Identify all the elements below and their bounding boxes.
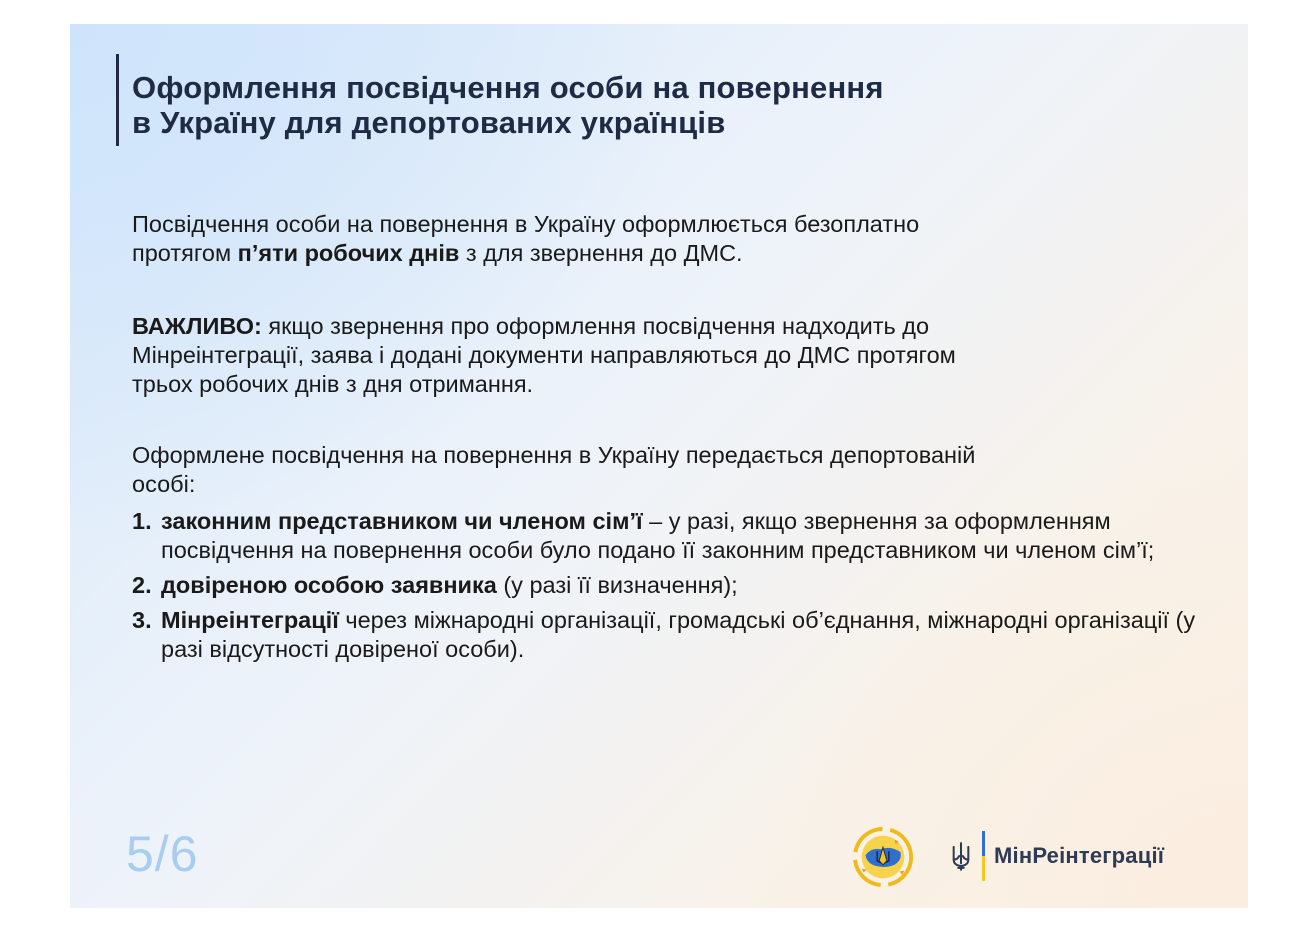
paragraph3-line2: особі: — [132, 471, 196, 497]
list-item-text: через міжнародні організації, громадські об’єднання, міжнародні організації (у разі відсутності довіреної особи). — [161, 607, 1196, 662]
flag-divider — [982, 831, 985, 881]
list-item-emphasis: Мінреінтеграції — [161, 607, 339, 633]
list-item — [132, 571, 1212, 600]
paragraph1-suffix: з для звернення до ДМС. — [459, 240, 743, 266]
ministry-logo — [950, 830, 1164, 882]
title-line-2: в Україну для депортованих українців — [132, 105, 726, 140]
paragraph-processing-time — [132, 210, 1212, 268]
title-accent-bar — [116, 54, 119, 146]
ukraine-trident-icon — [950, 841, 972, 871]
list-item-number: 3. — [132, 607, 152, 633]
paragraph2-line3: трьох робочих днів з дня отримання. — [132, 371, 534, 397]
paragraph-delivery-intro — [132, 441, 1212, 499]
title-line-1: Оформлення посвідчення особи на повернення — [132, 70, 884, 105]
paragraph2-line1: якщо звернення про оформлення посвідчення надходить до — [261, 313, 930, 339]
paragraph3-line1: Оформлене посвідчення на повернення в Україну передається депортованій — [132, 442, 976, 468]
ministry-logo-text: МінРеінтеграції — [994, 843, 1165, 868]
list-item — [132, 507, 1212, 565]
list-item-emphasis: законним представником чи членом сім’ї — [161, 508, 643, 534]
page-number: 5/6 — [126, 826, 199, 882]
list-item-text: (у разі її визначення); — [496, 572, 738, 598]
flag-yellow-stripe — [982, 856, 985, 881]
list-item-number: 1. — [132, 508, 152, 534]
list-item-text: – у разі, якщо звернення за оформленням посвідчення на повернення особи було подано її законним представником чи членом сім’ї; — [161, 508, 1155, 563]
important-label: ВАЖЛИВО: — [132, 313, 262, 339]
paragraph1-line1: Посвідчення особи на повернення в Україну оформлюється безоплатно — [132, 211, 920, 237]
coordination-headquarters-emblem-icon — [852, 826, 914, 888]
paragraph1-prefix: протягом — [132, 240, 238, 266]
paragraph1-emphasis: п’яти робочих днів — [237, 240, 460, 266]
list-item-emphasis: довіреною особою заявника — [161, 572, 497, 598]
delivery-methods-list — [132, 507, 1212, 670]
list-item-number: 2. — [132, 572, 152, 598]
paragraph2-line2: Мінреінтеграції, заява і додані документи направляються до ДМС протягом — [132, 342, 956, 368]
slide-title — [132, 70, 1132, 140]
flag-blue-stripe — [982, 831, 985, 856]
slide — [70, 24, 1248, 908]
list-item — [132, 606, 1212, 664]
paragraph-important-note — [132, 312, 1212, 399]
